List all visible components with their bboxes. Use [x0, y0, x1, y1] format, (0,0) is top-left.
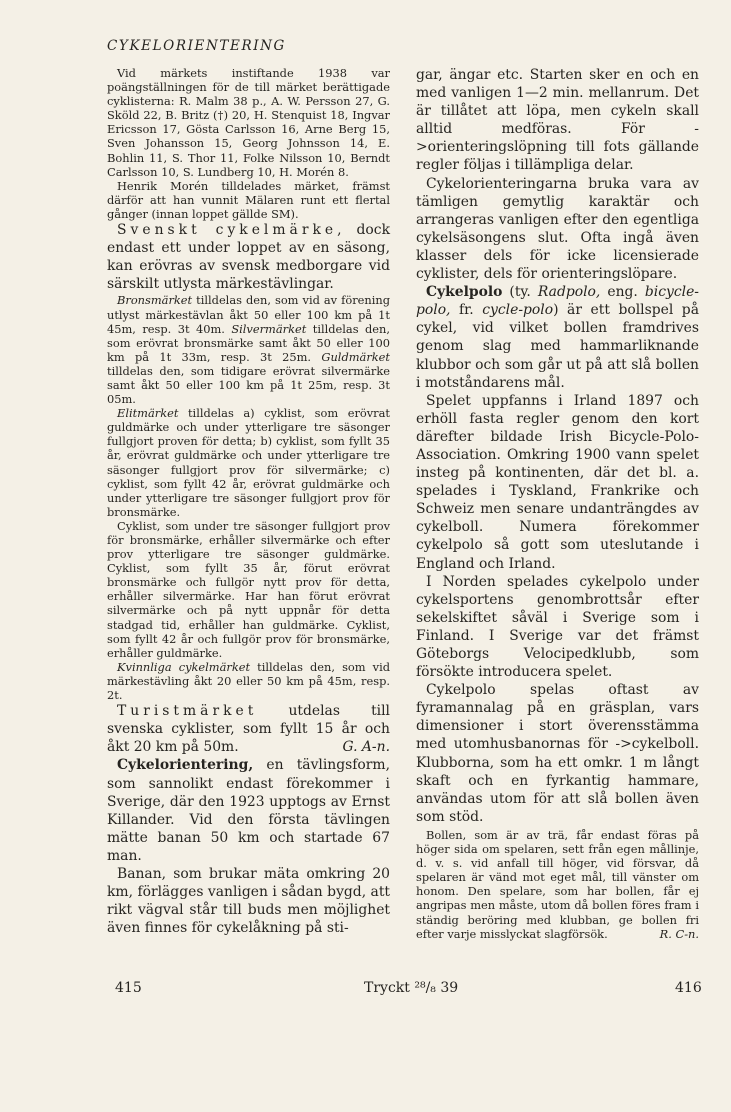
headword: Cykelpolo — [426, 284, 503, 301]
paragraph: Vid märkets instiftande 1938 var poängställningen för de till märket berättigade cyklisterna: R. Malm 38 p., A. W. Persson 27, G. Sköld 22, B. Britz (†) 20, H. Stenquist 18, Ingvar Ericsson 17, Gösta Carlsson 16, Arne Berg 15, Sven Johansson 15, Georg Johnsson 14, E. Bohlin 11, S. Thor 11, Folke Nilsson 10, Berndt Carlsson 10, S. Lundberg 10, H. Morén 8. — [107, 66, 390, 179]
paragraph: Cyklist, som under tre säsonger fullgjort prov för bronsmärke, erhåller silvermärke och efter prov ytterligare tre säsonger guldmärke. Cyklist, som fyllt 35 år, förut erövrat bronsmärke och fullgör nytt prov för detta, erhåller silvermärke. Har han förut erövrat silvermärke och på nytt uppnår för detta stadgad tid, erhåller han guldmärke. Cyklist, som fyllt 42 år och fullgör prov för bronsmärke, erhåller guldmärke. — [107, 518, 390, 660]
paragraph: Turistmärket utdelas till svenska cyklister, som fyllt 15 år och åkt 20 km på 50m. G. A-n. — [107, 703, 390, 756]
right-column — [416, 66, 699, 941]
paragraph: I Norden spelades cykelpolo under cykelsportens genombrottsår efter sekelskiftet såväl i Sverige som i Finland. I Sverige var det främst Göteborgs Velocipedklubb, som försökte introducera spelet. — [416, 573, 699, 681]
left-column — [107, 66, 390, 937]
paragraph: Elitmärket tilldelas a) cyklist, som erövrat guldmärke och under ytterligare tre säsonger fullgjort proven för detta; b) cyklist, som fyllt 35 år, erövrat guldmärke och under ytterligare tre säsonger fullgjort prov för silvermärke; c) cyklist, som fyllt 42 år, erövrat guldmärke och under ytterligare tre säsonger fullgjort prov för bronsmärke. — [107, 406, 390, 519]
headword: Svenskt cykelmärke, — [117, 222, 346, 239]
paragraph: Spelet uppfanns i Irland 1897 och erhöll fasta regler genom den kort därefter bildade Irish Bicycle-Polo-Association. Omkring 1900 vann spelet insteg på kontinenten, där det bl. a. spelades i Tyskland, Frankrike och Schweiz men senare undanträngdes av cykelboll. Numera förekommer cykelpolo så gott som uteslutande i England och Irland. — [416, 392, 699, 572]
signature: R. C-n. — [659, 926, 699, 941]
running-head: CYKELORIENTERING — [107, 38, 286, 54]
paragraph: Henrik Morén tilldelades märket, främst därför att han vunnit Mälaren runt ett flertal gånger (innan loppet gällde SM). — [107, 178, 390, 221]
paragraph: Banan, som brukar mäta omkring 20 km, förlägges vanligen i sådan bygd, att rikt vägval står till buds men möjlighet även finnes för cykelåkning på sti- — [107, 865, 390, 937]
paragraph: Svenskt cykelmärke, dock endast ett under loppet av en säsong, kan erövras av svensk medborgare vid särskilt utlysta märkestävlingar. — [107, 222, 390, 293]
paragraph: Cykelorientering, en tävlingsform, som sannolikt endast förekommer i Sverige, där den 1923 upptogs av Ernst Killander. Vid den första tävlingen mätte banan 50 km och startade 67 man. — [107, 757, 390, 864]
signature: G. A-n. — [342, 739, 390, 756]
headword: Cykelorientering, — [117, 757, 254, 774]
paragraph: Bronsmärket tilldelas den, som vid av förening utlyst märkestävlan åkt 50 eller 100 km på 1t 45m, resp. 3t 40m. Silvermärket tilldelas den, som erövrat bronsmärke samt åkt 50 eller 100 km på 1t 33m, resp. 3t 25m. Guldmärket tilldelas den, som tidigare erövrat silvermärke samt åkt 50 eller 100 km på 1t 25m, resp. 3t 05m. — [107, 293, 390, 407]
print-date: Tryckt ²⁸/₈ 39 — [364, 980, 459, 996]
page-number-right: 416 — [675, 980, 702, 996]
paragraph: Cykelpolo spelas oftast av fyramannalag på en gräsplan, vars dimensioner i stort överensstämma med utomhusbanornas för ->cykelboll. Klubborna, som ha ett omkr. 1 m långt skaft och en fyrkantig hammare, användas utom för att slå bollen även som stöd. — [416, 682, 699, 825]
paragraph: Bollen, som är av trä, får endast föras på höger sida om spelaren, sett från egen mållinje, d. v. s. vid anfall till höger, vid försvar, då spelaren är vänd mot eget mål, till vänster om honom. Den spelare, som har bollen, får ej angripas men måste, utom då bollen föres fram i ständig beröring med klubban, ge bollen fri efter varje misslyckat slagförsök. R. C-n. — [416, 827, 699, 941]
paragraph: Kvinnliga cykelmärket tilldelas den, som vid märkestävling åkt 20 eller 50 km på 45m, resp. 2t. — [107, 659, 391, 703]
headword: Turistmärket — [117, 703, 258, 720]
page-number-left: 415 — [115, 980, 142, 996]
paragraph: Cykelpolo (ty. Radpolo, eng. bicycle-polo, fr. cycle-polo) är ett bollspel på cykel, vid vilket bollen framdrives genom slag med hammarliknande klubbor och som går ut på att slå bollen i motståndarens mål. — [416, 284, 699, 391]
paragraph: gar, ängar etc. Starten sker en och en med vanligen 1—2 min. mellanrum. Det är tillåtet att löpa, men cykeln skall alltid medföras. För ->orienteringslöpning till fots gällande regler följas i tillämpliga delar. — [416, 67, 699, 174]
paragraph: Cykelorienteringarna bruka vara av tämligen gemytlig karaktär och arrangeras vanligen efter den egentliga cykelsäsongens slut. Ofta ingå även klasser dels för icke licensierade cyklister, dels för orienteringslöpare. — [416, 175, 699, 283]
